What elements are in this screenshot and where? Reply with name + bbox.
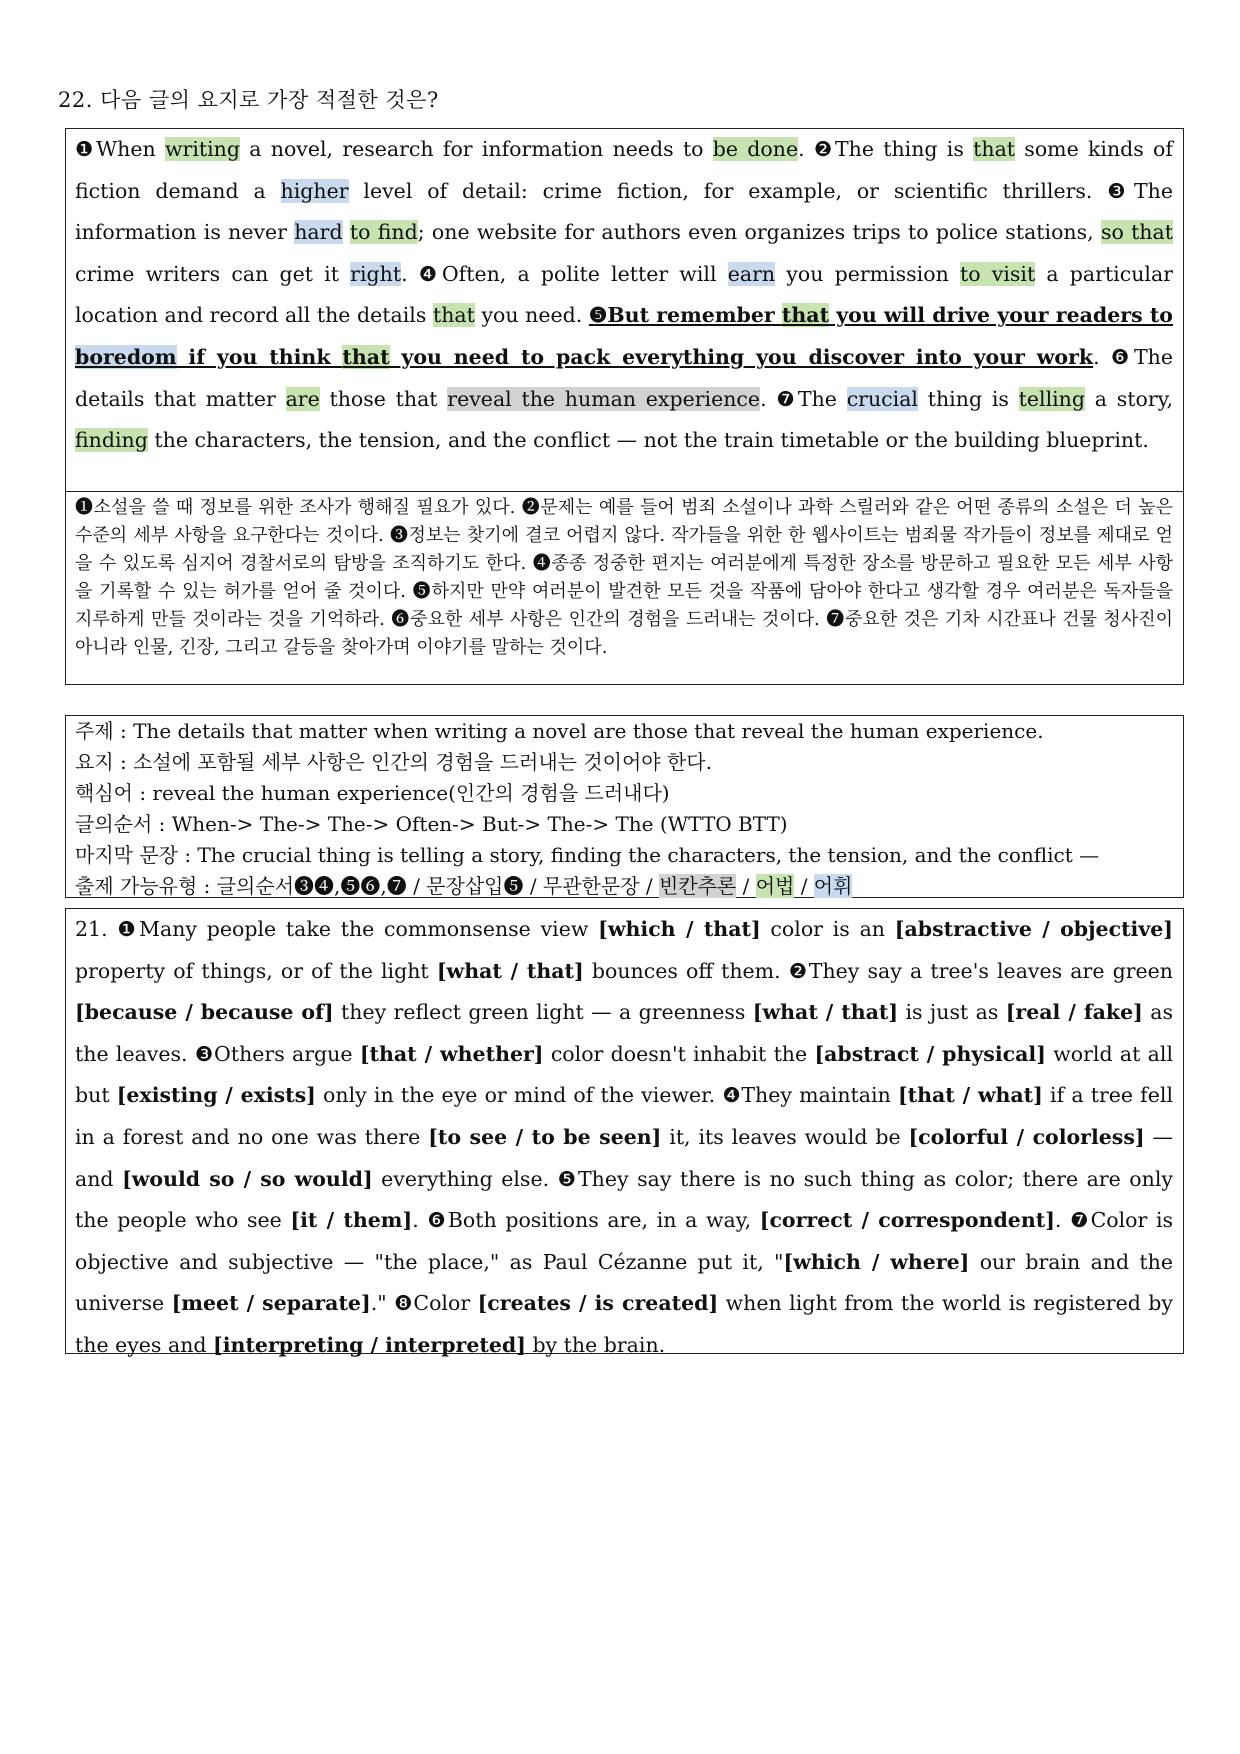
question-21-passage xyxy=(65,908,1184,1357)
q21-text-segment: [that / whether] xyxy=(359,1041,544,1066)
q21-text-segment: world at all but xyxy=(75,1041,1173,1108)
q21-text-segment: . ❼Color is objective and subjective — "the place," as Paul Cézanne put it, " xyxy=(75,1208,1174,1274)
q21-text-segment: [creates / is created] xyxy=(477,1291,719,1316)
q21-text-segment: [meet / separate] xyxy=(171,1291,371,1316)
q22-text-segment: . ❻The details that matter xyxy=(75,344,1173,411)
types-text-segment: 어휘 xyxy=(813,874,853,898)
q21-text-segment: [real / fake] xyxy=(1005,1000,1143,1025)
summary-question-types xyxy=(75,871,1173,902)
q21-text-segment: when light from the world is registered by the eyes and xyxy=(75,1291,1174,1357)
types-text-segment: / xyxy=(794,874,814,898)
q22-text-segment: you permission xyxy=(775,261,960,286)
q21-text-segment: — and xyxy=(75,1124,1173,1191)
q22-text-segment: ❶When xyxy=(75,137,165,161)
q21-text-segment: ❶Many people take the commonsense view xyxy=(117,917,599,941)
q22-text-segment: boredom xyxy=(75,344,177,369)
q22-text-segment: you need to pack everything you discover into your work xyxy=(389,344,1094,369)
q22-text-segment: so that xyxy=(1100,220,1173,245)
q21-text-segment: [would so / so would] xyxy=(122,1166,373,1191)
q22-text-segment: ❺But remember xyxy=(588,303,782,328)
q21-text-segment: [it / them] xyxy=(290,1208,413,1233)
q22-text-segment: level of detail: crime fiction, for example, or scientific thrillers. ❸The information is never xyxy=(75,178,1173,245)
q22-text-segment: you will drive your readers to xyxy=(829,303,1173,328)
q21-text-segment: . ❻Both positions are, in a way, xyxy=(412,1208,760,1233)
q21-text-segment: [that / what] xyxy=(897,1083,1043,1108)
q21-text-segment: is just as xyxy=(898,1000,1006,1025)
q22-text-segment: to visit xyxy=(959,261,1036,286)
q22-text-segment: crime writers can get it xyxy=(75,261,351,286)
types-text-segment: / xyxy=(736,874,756,898)
q21-text-segment: [because / because of] xyxy=(75,1000,334,1025)
summary-topic: 주제 : The details that matter when writing a novel are those that reveal the human experience. xyxy=(75,719,1044,743)
q22-text-segment: a story, xyxy=(1085,386,1174,411)
q21-text-segment: [abstractive / objective] xyxy=(894,917,1173,941)
q22-text-segment: earn xyxy=(727,261,776,286)
q21-text-segment: 21. xyxy=(75,917,118,941)
q22-text-segment: that xyxy=(342,344,390,369)
q22-text-segment: ; one website for authors even organizes trips to police stations, xyxy=(417,220,1101,245)
q22-text-segment: finding xyxy=(75,428,148,453)
q21-text-segment: [what / that] xyxy=(436,958,584,983)
q22-text-segment xyxy=(343,220,350,244)
summary-box xyxy=(65,715,1184,898)
types-text-segment: 출제 가능유형 : 글의순서❸❹,❺❻,❼ / 문장삽입❺ / 무관한문장 / xyxy=(75,874,659,898)
q22-text-segment: the characters, the tension, and the conflict — not the train timetable or the building blueprint. xyxy=(147,428,1149,453)
q21-text-segment: [what / that] xyxy=(752,1000,899,1025)
q22-text-segment: reveal the human experience xyxy=(447,386,761,411)
q21-text-segment: bounces off them. ❷They say a tree's leaves are green xyxy=(583,958,1173,983)
q22-text-segment: a particular location and record all the details xyxy=(75,261,1173,328)
q21-text-segment: they reflect green light — a greenness xyxy=(333,1000,753,1025)
q21-text-segment: only in the eye or mind of the viewer. ❹They maintain xyxy=(315,1083,898,1108)
q22-text-segment: hard xyxy=(294,220,343,245)
summary-last-sentence: 마지막 문장 : The crucial thing is telling a story, finding the characters, the tension, and the conflict — xyxy=(75,843,1100,867)
q22-text-segment: if you think xyxy=(176,344,343,369)
types-text-segment: 어법 xyxy=(755,874,795,898)
summary-keyword: 핵심어 : reveal the human experience(인간의 경험을 드러내다) xyxy=(75,781,670,805)
q22-text-segment: you need. xyxy=(474,303,589,328)
q21-text-segment: [colorful / colorless] xyxy=(908,1124,1145,1149)
q22-text-segment: . ❹Often, a polite letter will xyxy=(401,261,728,286)
q21-text-segment: as the leaves. ❸Others argue xyxy=(75,1000,1173,1066)
q21-text-segment: [which / that] xyxy=(598,917,761,941)
q22-text-segment: crucial xyxy=(846,386,918,411)
summary-order: 글의순서 : When-> The-> The-> Often-> But-> The-> The (WTTO BTT) xyxy=(75,812,788,836)
q22-text-segment: higher xyxy=(280,178,349,203)
q21-text-segment: ." ❽Color xyxy=(370,1291,478,1316)
q22-text-segment: a novel, research for information needs to xyxy=(240,137,713,161)
q22-text-segment: thing is xyxy=(918,386,1019,411)
q21-text-segment: [existing / exists] xyxy=(116,1083,316,1108)
q21-text-segment: color doesn't inhabit the xyxy=(543,1041,815,1066)
question-22-title: 22. 다음 글의 요지로 가장 적절한 것은? xyxy=(58,88,439,112)
q22-text-segment: . ❷The thing is xyxy=(798,137,974,161)
q21-text-segment: property of things, or of the light xyxy=(75,958,437,983)
q21-text-segment: color is an xyxy=(760,917,895,941)
q22-text-segment: to find xyxy=(349,220,418,245)
q22-text-segment: telling xyxy=(1018,386,1086,411)
q22-text-segment: some kinds of fiction demand a xyxy=(75,137,1173,203)
q22-text-segment: right xyxy=(350,261,402,286)
q21-text-segment: if a tree fell in a forest and no one was there xyxy=(75,1083,1173,1149)
korean-translation: ❶소설을 쓸 때 정보를 위한 조사가 행해질 필요가 있다. ❷문제는 예를 들어 범죄 소설이나 과학 스릴러와 같은 어떤 종류의 소설은 더 높은 수준의 세부 사항을 요구한다는 것이다. ❸정보는 찾기에 결코 어렵지 않다. 작가들을 위한 한 웹사이트는 범죄물 작가들이 정보를 제대로 얻을 수 있도록 심지어 경찰서로의 탐방을 조직하기도 한다. ❹종종 정중한 편지는 여러분에게 특정한 장소를 방문하고 필요한 모든 세부 사항을 기록할 수 있는 허가를 얻어 줄 것이다. ❺하지만 만약 여러분이 발견한 모든 것을 작품에 담아야 한다고 생각할 경우 여러분은 독자들을 지루하게 만들 것이라는 것을 기억하라. ❻중요한 세부 사항은 인간의 경험을 드러내는 것이다. ❼중요한 것은 기차 시간표나 건물 청사진이 아니라 인물, 긴장, 그리고 갈등을 찾아가며 이야기를 말하는 것이다. xyxy=(65,491,1184,685)
q22-text-segment: that xyxy=(432,303,475,328)
q22-text-segment: those that xyxy=(319,386,448,411)
summary-gist: 요지 : 소설에 포함될 세부 사항은 인간의 경험을 드러내는 것이어야 한다. xyxy=(75,750,712,774)
q21-text-segment: [abstract / physical] xyxy=(814,1041,1046,1066)
q21-text-segment: by the brain. xyxy=(525,1332,666,1357)
q21-text-segment: [interpreting / interpreted] xyxy=(213,1332,526,1357)
q21-text-segment: [correct / correspondent] xyxy=(759,1208,1055,1233)
q21-text-segment: everything else. ❺They say there is no such thing as color; there are only the people who see xyxy=(75,1166,1173,1233)
q22-text-segment: that xyxy=(973,137,1016,161)
q21-text-segment: it, its leaves would be xyxy=(661,1124,909,1149)
q21-text-segment: our brain and the universe xyxy=(75,1249,1174,1316)
question-22-passage xyxy=(65,128,1184,492)
q22-text-segment: writing xyxy=(164,137,241,161)
q22-text-segment: be done xyxy=(712,137,799,161)
q21-text-segment: [to see / to be seen] xyxy=(428,1124,662,1149)
types-text-segment: 빈칸추론 xyxy=(658,874,737,898)
q22-text-segment: are xyxy=(285,386,320,411)
q22-text-segment: . ❼The xyxy=(760,386,847,411)
q22-text-segment: that xyxy=(781,303,830,328)
q21-text-segment: [which / where] xyxy=(783,1249,970,1274)
